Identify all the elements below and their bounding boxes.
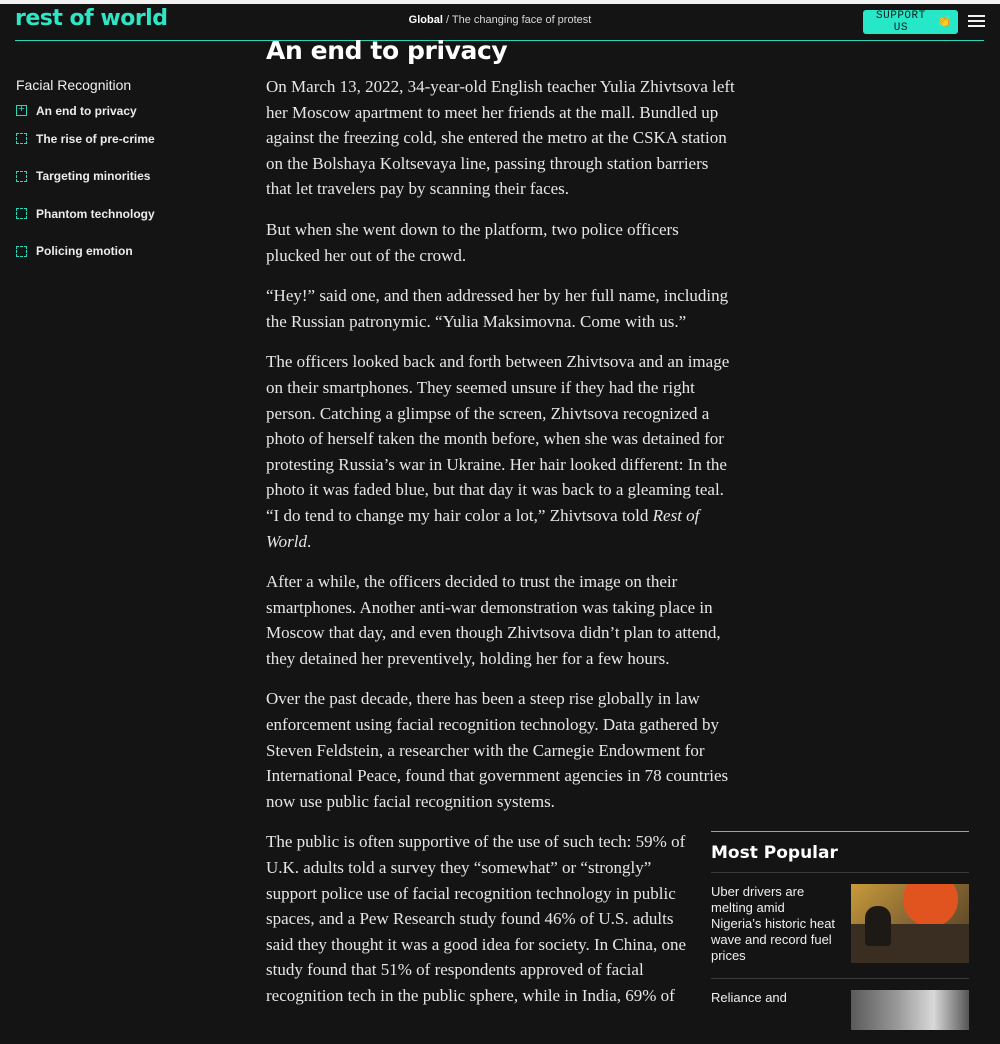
popular-item[interactable] [711,873,969,978]
article-paragraph [266,349,736,554]
article-body [266,36,736,1024]
paragraph-text: The officers looked back and forth between Zhivtsova and an image on their smartphones. They seemed unsure if they had the right person. Catching a glimpse of the screen, Zhivtsova recognized a photo of herself taken the month before, when she was detained for protesting Russia’s war in Ukraine. Her hair looked different: In the photo it was faded blue, but that day it was back to a gleaming teal. “I do tend to change my hair color a lot,” Zhivtsova told [266,352,730,525]
toc-bracket-icon [16,246,27,257]
article-paragraph: Over the past decade, there has been a steep rise globally in law enforcement using facial recognition technology. Data gathered by Steven Feldstein, a researcher with the Carnegie Endowment for International Peace, found that government agencies in 78 countries now use public facial recognition systems. [266,689,729,811]
popular-title: Most Popular [711,843,838,863]
popular-item-thumbnail[interactable] [851,884,969,963]
breadcrumb-title[interactable]: The changing face of protest [451,14,592,26]
article-paragraph: After a while, the officers decided to trust the image on their smartphones. Another anti-war demonstration was taking place in Moscow that day, and even though Zhivtsova didn’t plan to attend, they detained her preventively, holding her for a few hours. [266,572,721,668]
breadcrumb-section[interactable]: Global [408,14,443,26]
popular-item-title[interactable]: Reliance and [711,990,787,1005]
popular-top-rule [711,831,969,832]
table-of-contents [16,77,236,270]
most-popular-panel [711,831,969,1044]
site-logo[interactable]: rest of world [15,6,168,31]
toc-item-label: Targeting minorities [36,169,151,184]
toc-expand-icon [16,105,27,116]
toc-item-label: An end to privacy [36,103,137,118]
toc-bracket-icon [16,133,27,144]
breadcrumb [0,14,1000,26]
paragraph-end: . [306,531,312,551]
article-heading: An end to privacy [266,36,508,65]
toc-item-policing-emotion[interactable] [16,233,236,271]
popular-item-title[interactable]: Uber drivers are melting amid Nigeria’s historic heat wave and record fuel prices [711,884,836,963]
article-paragraph: On March 13, 2022, 34-year-old English teacher Yulia Zhivtsova left her Moscow apartment to meet her friends at the mall. Bundled up against the freezing cold, she entered the metro at the CSKA station on the Bolshaya Koltsevaya line, passing through station barriers that let travelers pay by scanning their faces. [266,77,735,199]
breadcrumb-separator: / [445,14,450,26]
toc-item-label: The rise of pre-crime [36,131,155,146]
popular-item[interactable] [711,979,969,1044]
toc-item-targeting-minorities[interactable] [16,158,236,196]
toc-bracket-icon [16,171,27,182]
clapping-hands-icon: 👏 [937,17,952,29]
toc-item-the-rise-of-pre-crime[interactable] [16,120,236,158]
toc-title: Facial Recognition [16,77,132,93]
thumbnail-sun-shape [903,884,958,927]
article-paragraph: “Hey!” said one, and then addressed her by her full name, including the Russian patronymic. “Yulia Maksimovna. Come with us.” [266,286,729,331]
publication-name: Rest of World [266,505,700,551]
toc-item-an-end-to-privacy[interactable] [16,101,236,120]
article-paragraph: But when she went down to the platform, two police officers plucked her out of the crowd. [266,219,679,265]
popular-item-thumbnail[interactable] [851,990,969,1030]
hamburger-menu-icon[interactable] [968,15,985,29]
article-paragraph: The public is often supportive of the use of such tech: 59% of U.K. adults told a survey they “somewhat” or “strongly” support police use of facial recognition technology in public spaces, and a Pew Research study found 46% of U.S. adults said they thought it was a good idea for society. In China, one study found that 51% of respondents approved of facial recognition tech in the public sphere, while in India, 69% of [266,832,687,1005]
support-us-button[interactable] [863,10,958,34]
thumbnail-figure-shape [865,906,891,946]
support-label: SUPPORT US [876,10,926,34]
toc-item-phantom-technology[interactable] [16,195,236,233]
toc-item-label: Phantom technology [36,206,155,221]
toc-item-label: Policing emotion [36,244,133,259]
toc-bracket-icon [16,208,27,219]
